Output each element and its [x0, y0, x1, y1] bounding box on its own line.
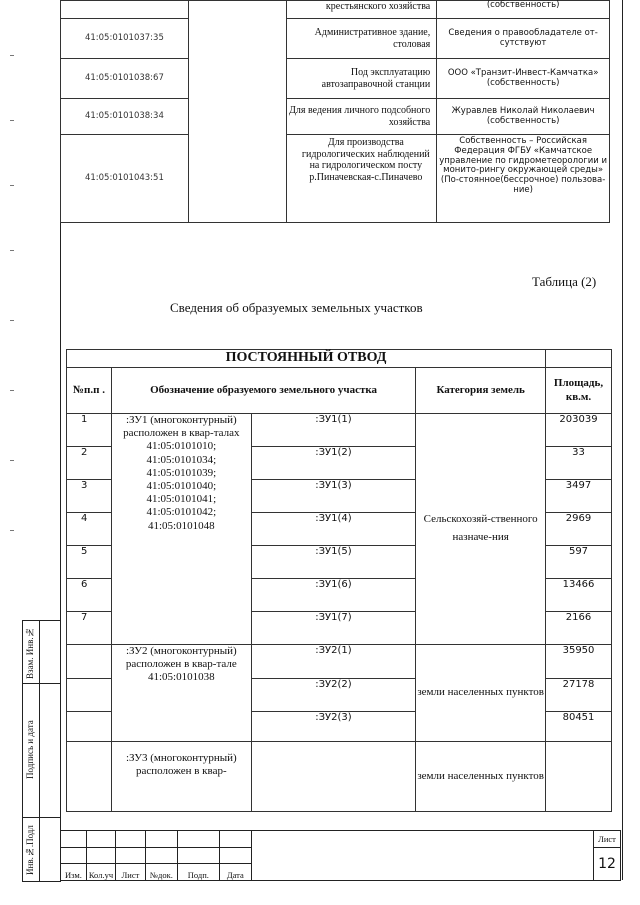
- existing-parcels-table: [60, 0, 610, 223]
- parcel-area: 203039: [546, 414, 612, 447]
- table-row: [61, 1, 610, 19]
- margin-mark: [10, 120, 14, 121]
- table-row: [67, 742, 612, 812]
- parcel-area: 597: [546, 546, 612, 579]
- permitted-use: Под эксплуатацию автозаправочной станции: [287, 59, 437, 99]
- stamp-col-change: Изм.: [61, 864, 87, 881]
- zu2-description: :ЗУ2 (многоконтурный) расположен в квар-тале 41:05:0101038: [111, 645, 251, 742]
- stamp-col-date: Дата: [219, 864, 251, 881]
- new-parcels-table: [66, 349, 612, 812]
- zu1-category: Сельскохозяй-ственного назначе-ния: [416, 414, 546, 645]
- row-number: 6: [67, 579, 112, 612]
- zu1-description: :ЗУ1 (многоконтурный) расположен в квар-талах 41:05:0101010; 41:05:0101034; 41:05:0101039; 41:05:0101040; 41:05:0101041; 41:05:0101042; 41:05:0101048: [111, 414, 251, 645]
- empty-cell: [188, 1, 287, 223]
- stamp-col-count: Кол.уч: [86, 864, 115, 881]
- margin-mark: [10, 185, 14, 186]
- parcel-area: 2969: [546, 513, 612, 546]
- owner-info: (собственность): [437, 1, 610, 19]
- parcel-code: :ЗУ2(1): [251, 645, 416, 679]
- row-number: 2: [67, 447, 112, 480]
- parcel-code: :ЗУ1(4): [251, 513, 416, 546]
- table-row: [61, 19, 610, 59]
- margin-label-inv-original: Инв.№.Подл: [25, 825, 35, 875]
- header-num: №п.п .: [67, 368, 112, 414]
- cadastral-number: 41:05:0101038:67: [61, 59, 189, 99]
- margin-mark: [10, 250, 14, 251]
- header-category: Категория земель: [416, 368, 546, 414]
- owner-info: Журавлев Николай Николаевич (собственность): [437, 99, 610, 135]
- row-number: [67, 645, 112, 679]
- owner-info: Собственность – Российская Федерация ФГБУ «Камчатское управление по гидрометеорологии и монито-рингу окружающей среды» (По-стоянное(бессрочное) пользова-ние): [437, 135, 610, 223]
- table-row: [61, 59, 610, 99]
- table-row: [61, 99, 610, 135]
- cadastral-number: [61, 1, 189, 19]
- cadastral-number: 41:05:0101043:51: [61, 135, 189, 223]
- parcel-code: :ЗУ1(2): [251, 447, 416, 480]
- margin-labels-box: [22, 620, 61, 882]
- row-number: [67, 742, 112, 812]
- sheet-number: 12: [593, 848, 620, 881]
- permitted-use: Для ведения личного подсобного хозяйства: [287, 99, 437, 135]
- table-row: [67, 414, 612, 447]
- parcel-code: :ЗУ1(1): [251, 414, 416, 447]
- parcel-area: 33: [546, 447, 612, 480]
- table-title: Сведения об образуемых земельных участков: [170, 300, 423, 315]
- empty-cell: [546, 350, 612, 368]
- cadastral-number: 41:05:0101038:34: [61, 99, 189, 135]
- permitted-use: Для производства гидрологических наблюдений на гидрологическом посту р.Пиначевская-с.Пиначево: [287, 135, 437, 223]
- margin-mark: [10, 460, 14, 461]
- row-number: [67, 712, 112, 742]
- owner-info: ООО «Транзит-Инвест-Камчатка» (собственность): [437, 59, 610, 99]
- table-label: Таблица (2): [532, 274, 597, 289]
- owner-info: Сведения о правообладателе от-сутствуют: [437, 19, 610, 59]
- parcel-code: :ЗУ2(3): [251, 712, 416, 742]
- cadastral-number: 41:05:0101037:35: [61, 19, 189, 59]
- header-row: [67, 368, 612, 414]
- permitted-use: Административное здание, столовая: [287, 19, 437, 59]
- zu3-description: :ЗУ3 (многоконтурный) расположен в квар-: [111, 742, 251, 812]
- parcel-area: 2166: [546, 612, 612, 645]
- margin-label-replace-inv: Взам. Инв.№: [25, 627, 35, 679]
- parcel-area: 13466: [546, 579, 612, 612]
- row-number: 3: [67, 480, 112, 513]
- margin-mark: [10, 530, 14, 531]
- stamp-col-sheet: Лист: [115, 864, 145, 881]
- parcel-code: :ЗУ2(2): [251, 679, 416, 712]
- stamp-col-doc: №док.: [145, 864, 177, 881]
- parcel-code: :ЗУ1(6): [251, 579, 416, 612]
- parcel-code: :ЗУ1(5): [251, 546, 416, 579]
- row-number: 7: [67, 612, 112, 645]
- permitted-use: крестьянского хозяйства: [287, 1, 437, 19]
- zu3-category: земли населенных пунктов: [416, 742, 546, 812]
- margin-mark: [10, 55, 14, 56]
- parcel-code: :ЗУ1(3): [251, 480, 416, 513]
- parcel-area: 35950: [546, 645, 612, 679]
- sheet-label: Лист: [593, 831, 620, 848]
- empty-cell: [251, 742, 416, 812]
- table-row: [61, 135, 610, 223]
- row-number: 5: [67, 546, 112, 579]
- title-block-main: [251, 831, 593, 881]
- section-title: ПОСТОЯННЫЙ ОТВОД: [67, 350, 546, 368]
- margin-label-signature-date: Подпись и дата: [25, 720, 35, 780]
- stamp-col-signature: Подп.: [177, 864, 219, 881]
- parcel-area: 27178: [546, 679, 612, 712]
- parcel-code: :ЗУ1(7): [251, 612, 416, 645]
- header-designation: Обозначение образуемого земельного участка: [111, 368, 415, 414]
- zu2-category: земли населенных пунктов: [416, 645, 546, 742]
- margin-mark: [10, 390, 14, 391]
- header-area: Площадь, кв.м.: [546, 368, 612, 414]
- title-block: [60, 830, 621, 880]
- empty-cell: [546, 742, 612, 812]
- parcel-area: 80451: [546, 712, 612, 742]
- parcel-area: 3497: [546, 480, 612, 513]
- row-number: [67, 679, 112, 712]
- section-row: [67, 350, 612, 368]
- margin-mark: [10, 320, 14, 321]
- table-row: [67, 645, 612, 679]
- row-number: 1: [67, 414, 112, 447]
- row-number: 4: [67, 513, 112, 546]
